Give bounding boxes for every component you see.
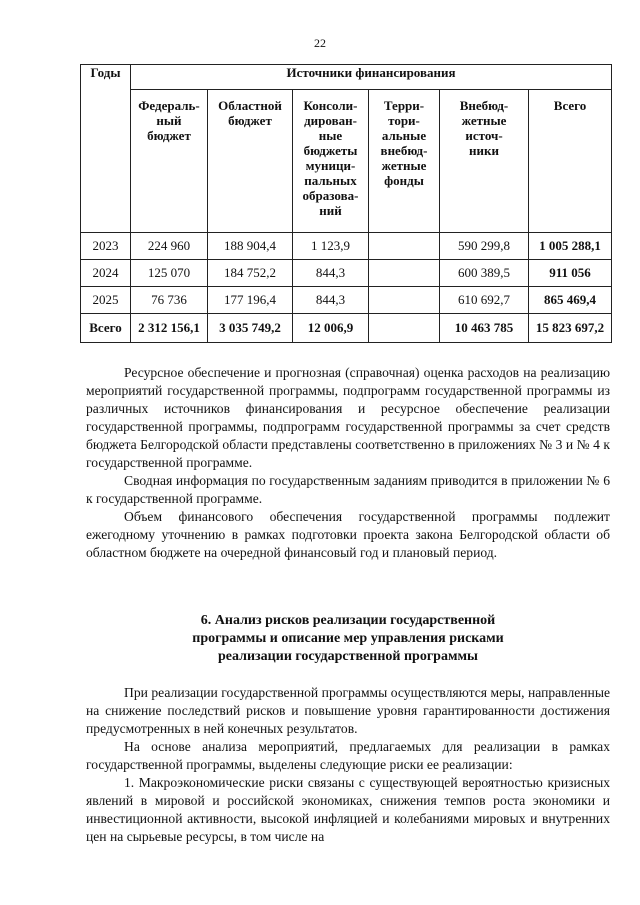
row-year: 2025 <box>81 287 131 314</box>
table-cell: 1 005 288,1 <box>529 233 612 260</box>
table-cell <box>369 233 440 260</box>
table-cell: 12 006,9 <box>293 314 369 343</box>
column-header-extrabudgetary: Внебюд- жетные источ- ники <box>440 90 529 233</box>
body-text-resources <box>86 364 610 562</box>
body-text-risks <box>86 684 610 846</box>
paragraph: 1. Макроэкономические риски связаны с существующей вероятностью кризисных явлений в мировой и российской экономиках, снижения темпов роста экономики и инвестиционной активности, высокой инфляцией и колебаниями мировых и внутренних цен на сырьевые ресурсы, в том числе на <box>86 775 610 844</box>
table-cell: 2 312 156,1 <box>131 314 208 343</box>
table-cell: 76 736 <box>131 287 208 314</box>
paragraph: Ресурсное обеспечение и прогнозная (справочная) оценка расходов на реализацию мероприятий государственной программы, подпрограмм государственной программы из различных источников финансирования и ресурсное обеспечение реализации государственной программы, подпрограмм государственной программы за счет средств бюджета Белгородской области представлены соответственно в приложениях № 3 и № 4 к государственной программе. <box>86 365 610 470</box>
table-row <box>81 233 612 260</box>
table-cell: 15 823 697,2 <box>529 314 612 343</box>
page-number: 22 <box>314 36 326 50</box>
table-cell: 10 463 785 <box>440 314 529 343</box>
table-cell: 844,3 <box>293 260 369 287</box>
table-cell <box>369 287 440 314</box>
table-row <box>81 260 612 287</box>
column-header-federal: Федераль- ный бюджет <box>131 90 208 233</box>
paragraph: На основе анализа мероприятий, предлагаемых для реализации в рамках государственной программы, выделены следующие риски ее реализации: <box>86 739 610 772</box>
column-header-territorial-funds: Терри- тори- альные внебюд- жетные фонды <box>369 90 440 233</box>
table-cell: 844,3 <box>293 287 369 314</box>
table-cell: 610 692,7 <box>440 287 529 314</box>
table-cell <box>369 260 440 287</box>
section-heading: 6. Анализ рисков реализации государственной программы и описание мер управления рисками реализации государственной программы <box>192 613 504 664</box>
table-cell: 3 035 749,2 <box>208 314 293 343</box>
table-cell: 177 196,4 <box>208 287 293 314</box>
financing-table <box>80 64 612 343</box>
total-label: Всего <box>81 314 131 343</box>
paragraph: Сводная информация по государственным заданиям приводится в приложении № 6 к государственной программе. <box>86 473 610 506</box>
table-cell: 1 123,9 <box>293 233 369 260</box>
column-header-regional: Областной бюджет <box>208 90 293 233</box>
table-cell: 224 960 <box>131 233 208 260</box>
paragraph: Объем финансового обеспечения государственной программы подлежит ежегодному уточнению в рамках подготовки проекта закона Белгородской области об областном бюджете на очередной финансовый год и плановый период. <box>86 509 610 560</box>
row-year: 2023 <box>81 233 131 260</box>
table-cell: 600 389,5 <box>440 260 529 287</box>
years-header: Годы <box>81 65 131 233</box>
table-cell: 188 904,4 <box>208 233 293 260</box>
row-year: 2024 <box>81 260 131 287</box>
paragraph: При реализации государственной программы осуществляются меры, направленные на снижение последствий рисков и повышение уровня гарантированности достижения предусмотренных в ней конечных результатов. <box>86 685 610 736</box>
column-header-total: Всего <box>529 90 612 233</box>
table-cell: 865 469,4 <box>529 287 612 314</box>
sources-header: Источники финансирования <box>131 65 612 90</box>
table-cell: 911 056 <box>529 260 612 287</box>
table-cell <box>369 314 440 343</box>
table-row <box>81 287 612 314</box>
column-header-municipal: Консоли- дирован- ные бюджеты муници- пальных образова- ний <box>293 90 369 233</box>
table-cell: 184 752,2 <box>208 260 293 287</box>
table-cell: 590 299,8 <box>440 233 529 260</box>
table-cell: 125 070 <box>131 260 208 287</box>
table-total-row <box>81 314 612 343</box>
